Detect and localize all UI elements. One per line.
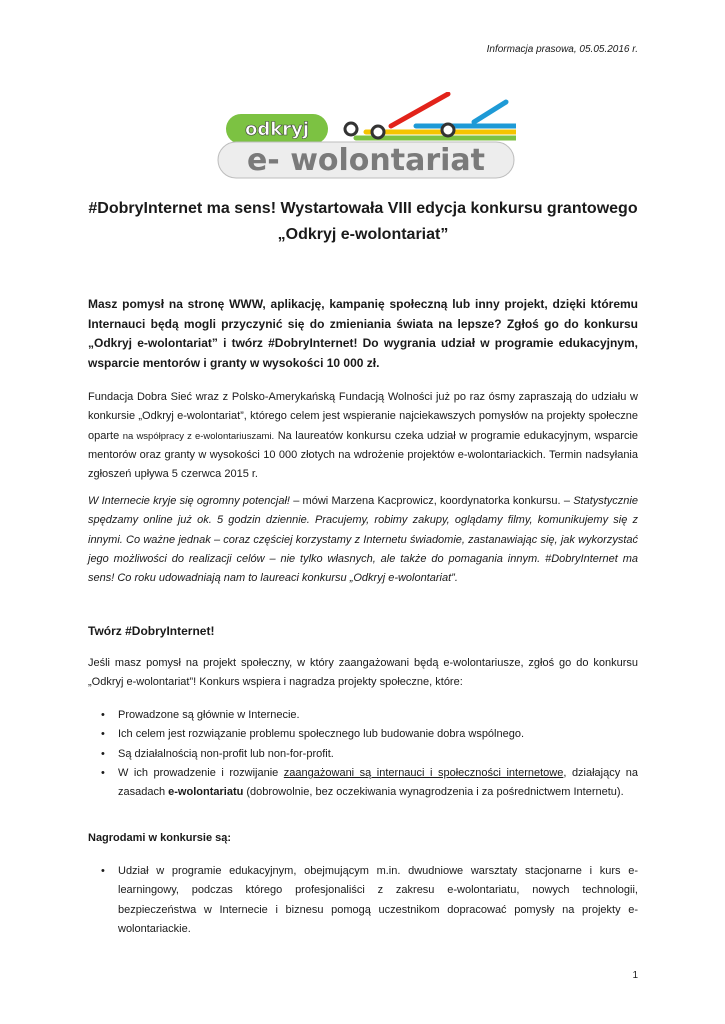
section-intro-paragraph: Jeśli masz pomysł na projekt społeczny, w który zaangażowani będą e-wolontariusze, zgłoś go do konkursu „Odkryj e-wolontariat”! Konkurs wspiera i nagradza projekty społeczne, które: (88, 657, 638, 689)
odkryj-e-wolontariat-logo (216, 92, 516, 180)
page-number: 1 (632, 970, 638, 981)
list-item: • Udział w programie edukacyjnym, obejmującym m.in. dwudniowe warsztaty stacjonarne i kurs e-learningowy, podczas którego profesjonaliści z zakresu e-wolontariatu, nowych technologii, bezpieczeństwa w Internecie i biznesu pomogą uczestnikom dopracować pomysły na projekty e-wolontariackie. (88, 862, 638, 939)
section-heading-nagrody: Nagrodami w konkursie są: (88, 832, 232, 844)
intro-paragraph: Fundacja Dobra Sieć wraz z Polsko-Amerykańską Fundacją Wolności już po raz ósmy zapraszają do udziału w konkursie „Odkryj e-wolontariat”, którego celem jest wspieranie najciekawszych pomysłów na projekty społeczne oparte na współpracy z e-wolontariuszami. Na laureatów konkursu czeka udział w programie edukacyjnym, wsparcie mentorów oraz granty w wysokości 10 000 złotych na wdrożenie projektów e-wolontariackich. Termin nadsyłania zgłoszeń upływa 5 czerwca 2015 r. (88, 391, 639, 481)
lead-paragraph: Masz pomysł na stronę WWW, aplikację, kampanię społeczną lub inny projekt, dzięki któremu Internauci będą mogli przyczynić się do zmieniania świata na lepsze? Zgłoś go do konkursu „Odkryj e-wolontariat” i twórz #DobryInternet! Do wygrania udział w programie edukacyjnym, wsparcie mentorów i granty w wysokości 10 000 zł. (88, 297, 638, 370)
dateline: Informacja prasowa, 05.05.2016 r. (486, 44, 638, 55)
list-item: • Prowadzone są głównie w Internecie. (88, 706, 638, 725)
list-item: • Są działalnością non-profit lub non-for-profit. (88, 745, 638, 764)
list-item: • W ich prowadzenie i rozwijanie zaangażowani są internauci i społeczności internetowe, działający na zasadach e-wolontariatu (dobrowolnie, bez oczekiwania wynagrodzenia i za pośrednictwem Internetu). (88, 764, 638, 803)
list-item: • Ich celem jest rozwiązanie problemu społecznego lub budowanie dobra wspólnego. (88, 725, 638, 744)
svg-text:odkryj: odkryj (244, 119, 310, 140)
quote-paragraph: W Internecie kryje się ogromny potencjał! – mówi Marzena Kacprowicz, koordynatorka konkursu. – Statystycznie spędzamy online już ok. 5 godzin dziennie. Pracujemy, robimy zakupy, oglądamy filmy, komunikujemy się z innymi. Co ważne jednak – coraz częściej korzystamy z Internetu świadomie, zastanawiając się, jak wykorzystać jego możliwości do realizacji celów – nie tylko własnych, ale także do pomagania innym. #DobryInternet ma sens! Co roku udowadniają nam to laureaci konkursu „Odkryj e-wolontariat”. (88, 495, 638, 585)
section-heading-tworz: Twórz #DobryInternet! (88, 624, 215, 638)
svg-text:e- wolontariat: e- wolontariat (246, 143, 486, 178)
page-title: #DobryInternet ma sens! Wystartowała VIII edycja konkursu grantowego „Odkryj e-wolontariat” (88, 200, 638, 243)
prizes-list (88, 862, 638, 939)
document-page (88, 0, 638, 1024)
criteria-list (88, 706, 638, 802)
